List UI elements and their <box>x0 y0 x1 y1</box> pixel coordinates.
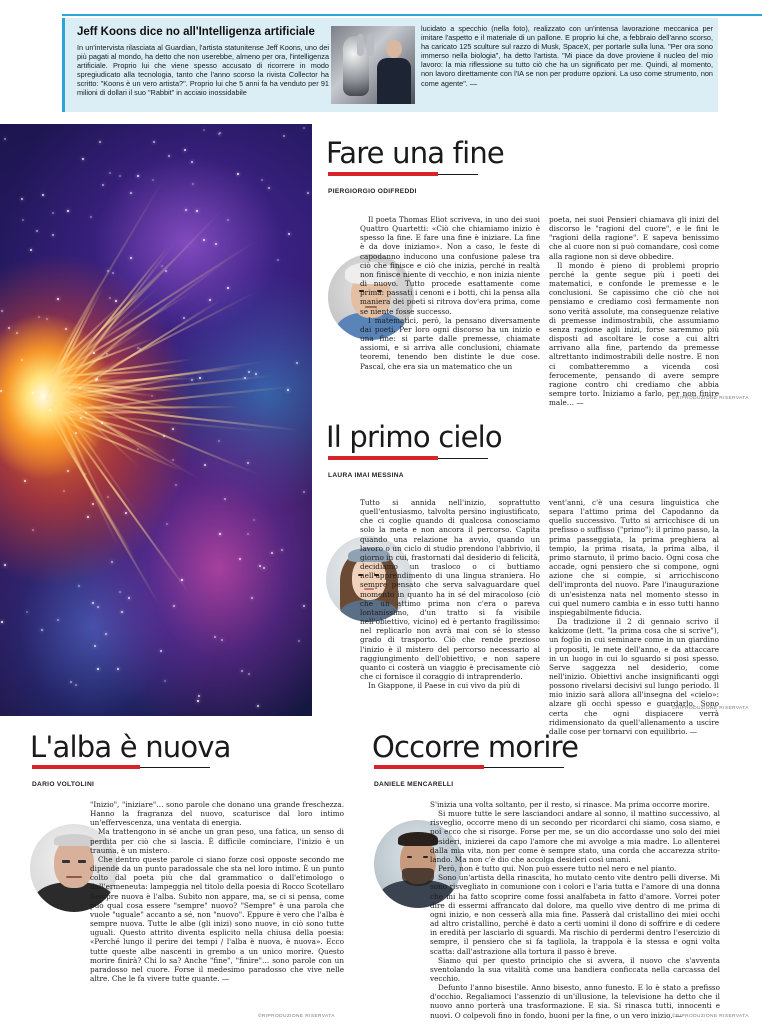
paragraph: Tutto si annida nell'inizio, soprattutto quell'entusiasmo, talvolta persino ingiustificato, che ci coglie quando di qualcosa conosciamo solo la meta e non ancora il percorso. Capita quando una relazione ha avvio, quando un lavoro o un ciclo di studio prendono l'abbrivio, il giorno in cui, frastornati dal desiderio di felicità, decidiamo un trasloco o ci buttiamo nell'apprendimento di una lingua straniera. Ho sempre pensato che serva salvaguardare quel momento in quanto ha in sé del miracoloso (ciò che un attimo prima non c'era o pareva lontanissimo, d'un tratto si fa visibile nell'obiettivo, vicino) ed è pertanto fragilissimo: nel replicarlo non avrà mai con sé lo stesso grado di trasporto. Ciò che rende prezioso l'inizio è il mistero del percorso necessario al raggiungimento dell'obiettivo, e non sapere quanto ci costerà un viaggio è precisamente ciò che ci fornisce il coraggio di intraprenderlo. <box>360 498 540 681</box>
star-dot <box>219 533 221 535</box>
news-box <box>62 18 718 112</box>
star-dot <box>261 179 263 181</box>
news-box-text-col1: In un'intervista rilasciata al Guardian, l'artista statunitense Jeff Koons, uno dei più pagati al mondo, ha detto che non userebbe, almeno per ora, l'intelligenza artificiale. Proprio lui che viene spesso accusato di ricorrere in modo spregiudicato alla tecnologia, tanto che l'anno scorso la rivista Collector ha scritto: "Koons è un vero artista?". Proprio lui che 5 anni fa ha venduto per 91 milioni di dollari il suo "Rabbit" in acciaio inossidabile <box>77 43 329 98</box>
top-rule <box>62 14 762 16</box>
author-byline: PIERGIORGIO ODIFREDDI <box>328 188 417 195</box>
star-dot <box>42 194 44 196</box>
star-dot <box>218 133 220 135</box>
star-dot <box>92 602 94 604</box>
star-dot <box>166 523 168 525</box>
star-dot <box>85 412 87 414</box>
star-dot <box>57 619 59 621</box>
star-dot <box>173 605 175 607</box>
star-dot <box>65 328 67 330</box>
star-dot <box>92 503 94 505</box>
star-dot <box>255 373 257 375</box>
star-dot <box>130 257 132 259</box>
star-dot <box>79 387 81 389</box>
paragraph: Che dentro queste parole ci siano forze così opposte secondo me dipende da un punto paradossale che sta nel loro intimo. È un punto colto dal poeta più che dal grammatico o dall'etimologo o dall'ermeneuta: lampeggia nel titolo della poesia di Rocco Scotellaro Sempre nuova è l'alba. Subito non appare, ma, se ci si pensa, come può qual cosa essere "sempre" nuovo? "Sempre" è una parola che vuole "uguale" accanto a sé, non "nuovo". Eppure è vero che l'alba è sempre nuova. Tutte le albe (gli inizi) sono nuove, in ciò sono tutte uguali. Questo attrito diventa esplicito nella chiusa della poesia: «Perché lungo il perire dei tempi / l'alba è nuova, è nuova». Ecco tutte queste albe nascenti in grembo a un unico morire. Questo morire finirà? Chi lo sa? Anche "fine", "finire"… sono parole con un paradosso nel cuore. Forse il medesimo paradosso che vive nelle altre. Che le fa vivere tutte quante. — <box>90 854 344 983</box>
star-dot <box>70 681 72 683</box>
star-dot <box>161 265 163 267</box>
star-dot <box>67 210 69 212</box>
star-dot <box>181 579 183 581</box>
star-dot <box>112 272 114 274</box>
star-dot <box>46 318 48 320</box>
star-dot <box>247 462 249 464</box>
star-dot <box>119 175 121 177</box>
star-dot <box>90 216 92 218</box>
star-dot <box>38 316 40 318</box>
star-dot <box>277 259 279 261</box>
cosmic-explosion-image <box>0 124 312 716</box>
paragraph: I matematici, però, la pensano diversamente dai poeti. Per loro ogni discorso ha un inizio e una fine: si parte dalle premesse, chiamate assiomi, e si arriva alle conclusioni, chiamate teoremi, tenendo ben distinte le due cose. Pascal, che era sia un matematico che un <box>360 315 540 371</box>
title-accent-bar <box>328 456 438 460</box>
paragraph: Defunto l'anno bisestile. Anno bisesto, anno funesto. E lo è stato a prefisso d'occhio. Regaliamoci l'assenzio di un'illusione, la televisione ha detto che il nuovo anno porterà una trasformazione. E sia. Si rinasca tutti, innocenti e nuovi. O colpevoli fino in fondo, buoni per la fine, o un vero inizio. — <box>430 983 720 1020</box>
star-dot <box>97 606 99 608</box>
star-dot <box>183 317 185 319</box>
star-dot <box>94 645 96 647</box>
star-dot <box>215 243 217 245</box>
star-dot <box>253 519 255 521</box>
star-dot <box>109 172 111 174</box>
star-dot <box>75 432 77 434</box>
copyright-note: ©RIPRODUZIONE RISERVATA <box>258 1014 335 1019</box>
paragraph: vent'anni, c'è una cesura linguistica che separa l'attimo prima del Capodanno da quello successivo. Tutto si arricchisce di un prefisso o suffisso ("primo"): il primo passo, la prima passeggiata, la prima preghiera al tempio, la prima risata, la prima alba, il primo starnuto, il primo bacio. Ogni cosa che accade, ogni pensiero che si compone, ogni azione che si compie, si arricchiscono dell'impronta del nuovo. Pare l'inaugurazione di un'esistenza nata nel momento stesso in cui quel numero cambia e in esso tutti hanno inspiegabilmente fiducia. <box>549 498 719 617</box>
title-accent-bar <box>32 765 140 769</box>
star-dot <box>32 529 34 531</box>
paragraph: Si muore tutte le sere lasciandoci andare al sonno, il mattino successivo, al risveglio, occorre meno di un secondo per ricordarci chi siamo, cosa siamo, e poi ecco che si risorge. Forse per me, se un dio accordasse uno solo dei miei desideri, inizierei da capo l'amore che mi avvolge a mia madre. Lo allenterei dalla mia vita, non per come è sempre stato, una corda che accarezza stritolando. Ma non c'è dio che accolga desideri così umani. <box>430 809 720 864</box>
paragraph: S'inizia una volta soltanto, per il resto, si rinasce. Ma prima occorre morire. <box>430 800 710 809</box>
star-dot <box>80 417 82 419</box>
star-dot <box>259 565 261 567</box>
star-dot <box>307 192 309 194</box>
star-dot <box>137 347 139 349</box>
star-dot <box>296 362 298 364</box>
star-dot <box>196 210 198 212</box>
star-dot <box>248 673 250 675</box>
star-dot <box>197 700 199 702</box>
paragraph: Siamo qui per questo principio che si avvera, il nuovo che s'avventa sventolando la sua vitalità come una bandiera conficcata nella carcassa del vecchio. <box>430 955 720 983</box>
star-dot <box>227 219 229 221</box>
article-title-occorre-morire: Occorre morire <box>372 730 579 764</box>
star-dot <box>16 332 18 334</box>
star-dot <box>8 327 10 329</box>
star-dot <box>82 158 84 160</box>
star-dot <box>125 512 127 514</box>
star-dot <box>106 353 108 355</box>
star-dot <box>67 470 69 472</box>
star-dot <box>164 680 166 682</box>
author-byline: DARIO VOLTOLINI <box>32 781 95 788</box>
star-dot <box>191 161 193 163</box>
paragraph: Però, non è tutto qui. Non può essere tutto nel nero e nel pianto. <box>438 864 677 874</box>
star-dot <box>1 310 3 312</box>
star-dot <box>263 567 265 569</box>
star-dot <box>49 409 51 411</box>
star-dot <box>0 390 2 392</box>
star-dot <box>26 611 28 613</box>
star-dot <box>96 378 98 380</box>
star-dot <box>111 561 113 563</box>
paragraph: poeta, nei suoi Pensieri chiamava gli inizi del discorso le "ragioni del cuore", e le fini le "ragioni della ragione". E sapeva benissimo che al cuore non si può comandare, così come alla ragione non si deve obbedire. <box>549 215 719 261</box>
star-dot <box>57 298 59 300</box>
paragraph: Ma trattengono in sé anche un gran peso, una fatica, un senso di perdita per ciò che si lascia. È difficile cominciare, l'inizio è un trauma, è un mistero. <box>90 827 344 855</box>
star-dot <box>244 377 246 379</box>
star-dot <box>298 640 300 642</box>
paragraph: In Giappone, il Paese in cui vivo da più di <box>368 681 520 691</box>
title-accent-bar <box>328 172 438 176</box>
star-dot <box>184 149 186 151</box>
article-column <box>360 498 540 690</box>
star-dot <box>247 533 249 535</box>
star-dot <box>239 558 241 560</box>
star-dot <box>102 184 104 186</box>
copyright-note: ©RIPRODUZIONE RISERVATA <box>672 1014 749 1019</box>
star-dot <box>128 597 130 599</box>
star-dot <box>75 684 77 686</box>
star-dot <box>185 209 187 211</box>
article-column <box>549 498 719 736</box>
star-dot <box>139 348 141 350</box>
star-dot <box>153 141 155 143</box>
star-dot <box>93 352 95 354</box>
star-dot <box>303 491 305 493</box>
star-dot <box>172 428 174 430</box>
star-dot <box>198 695 200 697</box>
star-dot <box>130 192 132 194</box>
star-dot <box>36 230 38 232</box>
title-rule <box>484 767 564 768</box>
star-dot <box>117 668 119 670</box>
star-dot <box>271 552 273 554</box>
star-dot <box>172 459 174 461</box>
star-dot <box>30 249 32 251</box>
title-rule <box>438 174 478 175</box>
author-byline: DANIELE MENCARELLI <box>374 781 454 788</box>
star-dot <box>160 650 162 652</box>
star-dot <box>191 379 193 381</box>
article-title-alba-nuova: L'alba è nuova <box>30 730 231 764</box>
title-accent-bar <box>374 765 484 769</box>
star-dot <box>105 633 107 635</box>
rabbit-sculpture-photo <box>331 26 415 104</box>
author-byline: LAURA IMAI MESSINA <box>328 472 404 479</box>
news-box-text-col2: lucidato a specchio (nella foto), realizzato con un'intensa lavorazione meccanica per imitare l'aspetto e il materiale di un pallone. E proprio lui che, a febbraio dell'anno scorso, ha caricato 125 sculture sul razzo di Musk, SpaceX, per portarle sulla luna. "Per ora sono immerso nella biologia", ha detto l'artista. "Mi piace da dove proviene il nucleo del mio lavoro: la mia riflessione su tutto ciò che ha un significato per me. Quindi, al momento, non lavoro direttamente con l'IA se non per produrre opzioni. La uso come strumento, non come agente". — <box>421 24 713 88</box>
star-dot <box>214 636 216 638</box>
star-dot <box>168 155 170 157</box>
star-dot <box>107 496 109 498</box>
star-dot <box>63 490 65 492</box>
star-dot <box>119 591 121 593</box>
star-dot <box>237 173 239 175</box>
star-dot <box>41 629 43 631</box>
star-dot <box>22 219 24 221</box>
star-dot <box>4 564 6 566</box>
star-dot <box>288 233 290 235</box>
star-dot <box>137 448 139 450</box>
star-dot <box>175 484 177 486</box>
paragraph: Il poeta Thomas Eliot scriveva, in uno dei suoi Quattro Quartetti: «Ciò che chiamiamo inizio è spesso la fine. E fare una fine è iniziare. La fine è da dove iniziamo». Non a caso, le feste di capodanno inducono una confusione palese tra ciò che finisce e ciò che inizia, perché in realtà non finisce niente di vecchio, e non inizia niente di nuovo. Tutto procede esattamente come prima: passati i cenoni e i botti, chi la pensa alla maniera dei poeti si ritrova dov'era prima, come se niente fosse successo. <box>360 215 540 316</box>
star-dot <box>224 498 226 500</box>
star-dot <box>268 187 270 189</box>
news-box-title: Jeff Koons dice no all'Intelligenza artificiale <box>77 26 315 38</box>
star-dot <box>248 371 250 373</box>
title-rule <box>438 458 488 459</box>
star-dot <box>303 605 305 607</box>
star-dot <box>165 270 167 272</box>
star-dot <box>97 668 99 670</box>
star-dot <box>204 464 206 466</box>
star-dot <box>283 135 285 137</box>
star-dot <box>203 239 205 241</box>
copyright-note: ©RIPRODUZIONE RISERVATA <box>672 396 749 401</box>
star-dot <box>84 473 86 475</box>
title-rule <box>140 767 210 768</box>
star-dot <box>218 440 220 442</box>
star-dot <box>109 297 111 299</box>
star-dot <box>152 179 154 181</box>
star-dot <box>227 287 229 289</box>
star-dot <box>101 422 103 424</box>
star-dot <box>192 183 194 185</box>
star-dot <box>199 377 201 379</box>
star-dot <box>21 359 23 361</box>
paragraph: Da tradizione il 2 di gennaio scrivo il kakizome (lett. "la prima cosa che si scrive"), un foglio in cui seminare come in un giardino i propositi, le mete dell'anno, e da attaccare in un luogo in cui lo sguardo si posi spesso. Serve saggezza nel desiderio, come nell'inizio. Obiettivi anche insignificanti oggi possono rivelarsi decisivi sul lungo periodo. Il mio inizio sarà allora all'insegna del «cielo»: alzare gli occhi spesso e guardarlo. Sono certa che ogni dispiacere verrà ridimensionato da quell'allenamento a uscire dalle cose per tornarvi con equilibrio. — <box>549 617 719 736</box>
star-dot <box>163 435 165 437</box>
star-dot <box>52 234 54 236</box>
star-dot <box>209 299 211 301</box>
star-dot <box>79 404 81 406</box>
star-dot <box>287 389 289 391</box>
star-dot <box>107 270 109 272</box>
paragraph: "Inizio", "iniziare"… sono parole che donano una grande freschezza. Hanno la fragranza del nuovo, scaturisce dal loro intimo un'effervescenza, una ventata di energia. <box>90 800 344 828</box>
star-dot <box>203 129 205 131</box>
article-column <box>549 215 719 407</box>
star-dot <box>241 670 243 672</box>
star-dot <box>303 127 305 129</box>
star-dot <box>281 549 283 551</box>
article-title-fare-una-fine: Fare una fine <box>326 136 504 170</box>
star-dot <box>32 392 34 394</box>
article-column <box>430 800 720 1020</box>
rabbit-sculpture <box>343 36 369 96</box>
star-dot <box>221 639 223 641</box>
copyright-note: ©RIPRODUZIONE RISERVATA <box>672 706 749 711</box>
star-dot <box>52 212 54 214</box>
star-dot <box>251 597 253 599</box>
star-dot <box>151 395 153 397</box>
star-dot <box>4 138 6 140</box>
artist-figure <box>377 40 411 104</box>
star-dot <box>21 198 23 200</box>
article-title-il-primo-cielo: Il primo cielo <box>326 420 502 454</box>
star-dot <box>78 585 80 587</box>
star-dot <box>99 141 101 143</box>
star-dot <box>257 705 259 707</box>
article-column <box>360 215 540 371</box>
paragraph: Sono un'artista della rinascita, ho mutato cento vite dentro pelli diverse. Mi sono risvegliato in comunione con i colori e l'aria tutta e l'amore di una donna che mi ha fatto scoprire come fossi analfabeta in fatto d'amore. Vorrei poter dire di essermi affrancato dal dolore, ma quello vive dentro di me prima di ogni inizio, e non cesserà alla mia fine. Passerà dal cristallino dei miei occhi ad altro cristallino, perché è dato a certi uomini il dono di soffrire e di cedere in eredità per lasciarlo di sguardi. Ma rischio di perdermi dentro l'esercizio di sempre, il pensiero che si fa tagliola, la trappola è la stessa e ogni volta scatta: dall'astrazione alla tortura il passo è breve. <box>430 873 720 956</box>
star-dot <box>87 516 89 518</box>
star-dot <box>1 621 3 623</box>
paragraph: Il mondo è pieno di problemi proprio perché la gente segue più i poeti dei matematici, e confonde le premesse e le conclusioni. Se capissimo che ciò che noi pensiamo e crediamo così fermamente non sono verità assolute, ma conseguenze relative di premesse indimostrabili, che assumiamo senza ragione agli inizi, forse saremmo più disposti ad ascoltare le cose a cui altri arrivano alla fine, partendo da premesse altrettanto indimostrabili delle nostre. E non ci combatteremmo a vicenda così ferocemente, pensando di avere sempre ragione contro chi crediamo che abbia sempre torto. Iniziamo a farlo, per non finire male… — <box>549 260 719 408</box>
star-dot <box>121 611 123 613</box>
article-column <box>90 800 344 983</box>
star-dot <box>115 300 117 302</box>
star-dot <box>24 480 26 482</box>
star-dot <box>137 175 139 177</box>
